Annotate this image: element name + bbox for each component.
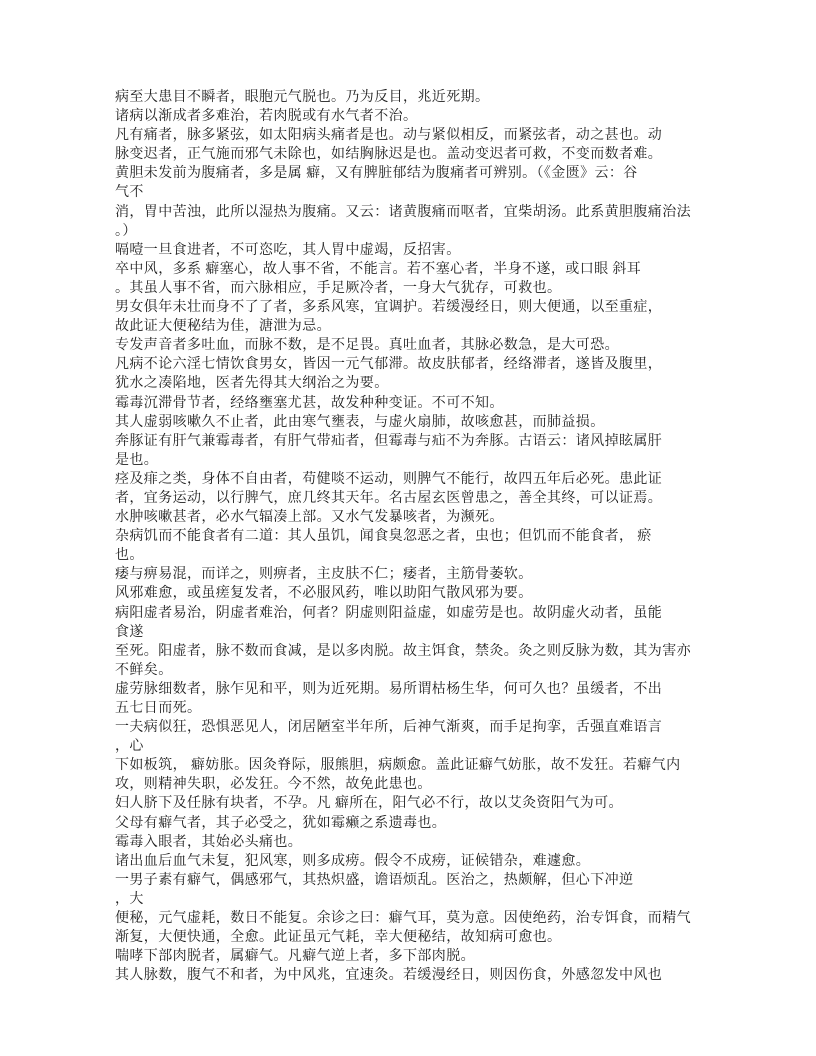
text-line: 父母有癖气者，其子必受之，犹如霉癞之系遗毒也。: [115, 815, 447, 831]
text-line: ，大: [115, 891, 144, 907]
text-line: 诸出血后血气未复，犯风寒，则多成痨。假令不成痨，证候错杂，难遽愈。: [115, 853, 591, 869]
text-line: 痉及痱之类，身体不自由者，苟健啖不运动，则脾气不能行，故四五年后必死。患此证: [115, 471, 663, 487]
text-line: 痿与痹易混，而详之，则痹者，主皮肤不仁；痿者，主筋骨萎软。: [115, 567, 533, 583]
text-line: 其人脉数，腹气不和者，为中风兆，宜速灸。若缓漫经日，则因伤食，外感忽发中风也: [115, 968, 663, 984]
text-line: 病至大患目不瞬者，眼胞元气脱也。乃为反目，兆近死期。: [115, 90, 490, 105]
text-line: 消，胃中苦浊，此所以湿热为腹痛。又云：诸黄腹痛而呕者，宜柴胡汤。此系黄胆腹痛治法: [115, 204, 691, 220]
text-line: 凡病不论六淫七情饮食男女，皆因一元气郁滞。故皮肤郁者，经络滞者，遂皆及腹里，: [115, 357, 663, 373]
text-line: 食遂: [115, 624, 144, 640]
text-line: 水肿咳嗽甚者，必水气辐凑上部。又水气发暴咳者，为濒死。: [115, 510, 504, 526]
text-line: ，心: [115, 739, 144, 755]
text-block: [115, 88, 705, 985]
text-line: 者，宜务运动，以行脾气，庶几终其天年。名古屋玄医曾患之，善全其终，可以证焉。: [115, 490, 663, 506]
text-line: 嗝噎一旦食进者，不可恣吃，其人胃中虚竭，反招害。: [115, 242, 461, 258]
text-line: 渐复，大便快通，全愈。此证虽元气耗，幸大便秘结，故知病可愈也。: [115, 930, 562, 946]
text-line: 脉变迟者，正气施而邪气未除也，如结胸脉迟是也。盖动变迟者可救，不变而数者难。: [115, 147, 663, 163]
text-line: 专发声音者多吐血，而脉不数，是不足畏。真吐血者，其脉必数急，是大可恐。: [115, 338, 619, 354]
text-line: 诸病以渐成者多难治，若肉脱或有水气者不治。: [115, 109, 418, 125]
text-line: 下如板筑， 癖妨胀。因灸脊际，服熊胆，病颇愈。盖此证癖气妨胀，故不发狂。若癖气内: [115, 758, 681, 774]
text-line: 霉毒入眼者，其始必头痛也。: [115, 834, 303, 850]
text-line: 也。: [115, 548, 144, 564]
text-line: 风邪难愈，或虽瘥复发者，不必服风药，唯以助阳气散风邪为要。: [115, 586, 533, 602]
text-line: 一男子素有癖气，偶感邪气，其热炽盛，谵语烦乱。医治之，热颇解，但心下冲逆: [115, 872, 634, 888]
text-line: 男女俱年未壮而身不了了者，多系风寒，宜调护。若缓漫经日，则大便通，以至重症，: [115, 300, 663, 316]
text-line: 病阳虚者易治，阴虚者难治，何者？阴虚则阳益虚，如虚劳是也。故阴虚火动者，虽能: [115, 605, 663, 621]
text-line: 其人虚弱咳嗽久不止者，此由寒气壅表，与虚火扇肺，故咳愈甚，而肺益损。: [115, 414, 605, 430]
text-line: 不鲜矣。: [115, 662, 173, 678]
text-line: 气不: [115, 185, 144, 201]
text-line: 犹水之凑陷地，医者先得其大纲治之为要。: [115, 376, 389, 392]
text-line: 五七日而死。: [115, 701, 202, 716]
text-line: 虚劳脉细数者，脉乍见和平，则为近死期。易所谓枯杨生华，何可久也？虽缓者，不出: [115, 681, 663, 697]
text-line: 喘哮下部肉脱者，属癖气。凡癖气逆上者，多下部肉脱。: [115, 949, 475, 965]
text-line: 霉毒沉滞骨节者，经络壅塞尤甚，故发种种变证。不可不知。: [115, 395, 504, 411]
text-line: 。其虽人事不省，而六脉相应，手足厥冷者，一身大气犹存，可救也。: [115, 280, 562, 296]
text-line: 故此证大便秘结为佳，溏泄为忌。: [115, 319, 331, 335]
text-line: 至死。阳虚者，脉不数而食减，是以多肉脱。故主饵食，禁灸。灸之则反脉为数，其为害亦: [115, 643, 691, 659]
text-line: 卒中风，多系 癖塞心，故人事不省，不能言。若不塞心者，半身不遂，或口眼 斜耳: [115, 261, 642, 277]
text-line: 便秘，元气虚耗，数日不能复。余诊之曰：癖气耳，莫为意。因使绝药，治专饵食，而精气: [115, 911, 691, 927]
text-line: 攻，则精神失职，必发狂。今不然，故免此患也。: [115, 777, 432, 793]
text-line: 杂病饥而不能食者有二道：其人虽饥，闻食臭忽恶之者，虫也；但饥而不能食者， 瘀: [115, 529, 652, 545]
text-line: 妇人脐下及任脉有块者，不孕。凡 癖所在，阳气必不行，故以艾灸资阳气为可。: [115, 796, 623, 812]
text-line: 黄胆未发前为腹痛者，多是属 癖，又有脾脏郁结为腹痛者可辨别。（《金匮》云：谷: [115, 166, 638, 182]
text-line: 凡有痛者，脉多紧弦，如太阳病头痛者是也。动与紧似相反，而紧弦者，动之甚也。动: [115, 128, 663, 144]
text-line: 一夫病似狂，恐惧恶见人，闭居陋室半年所，后神气渐爽，而手足拘挛，舌强直难语言: [115, 720, 663, 736]
text-line: 奔豚证有肝气兼霉毒者，有肝气带疝者，但霉毒与疝不为奔豚。古语云：诸风掉眩属肝: [115, 433, 663, 449]
text-line: 是也。: [115, 452, 159, 468]
text-line: 。）: [115, 223, 137, 239]
